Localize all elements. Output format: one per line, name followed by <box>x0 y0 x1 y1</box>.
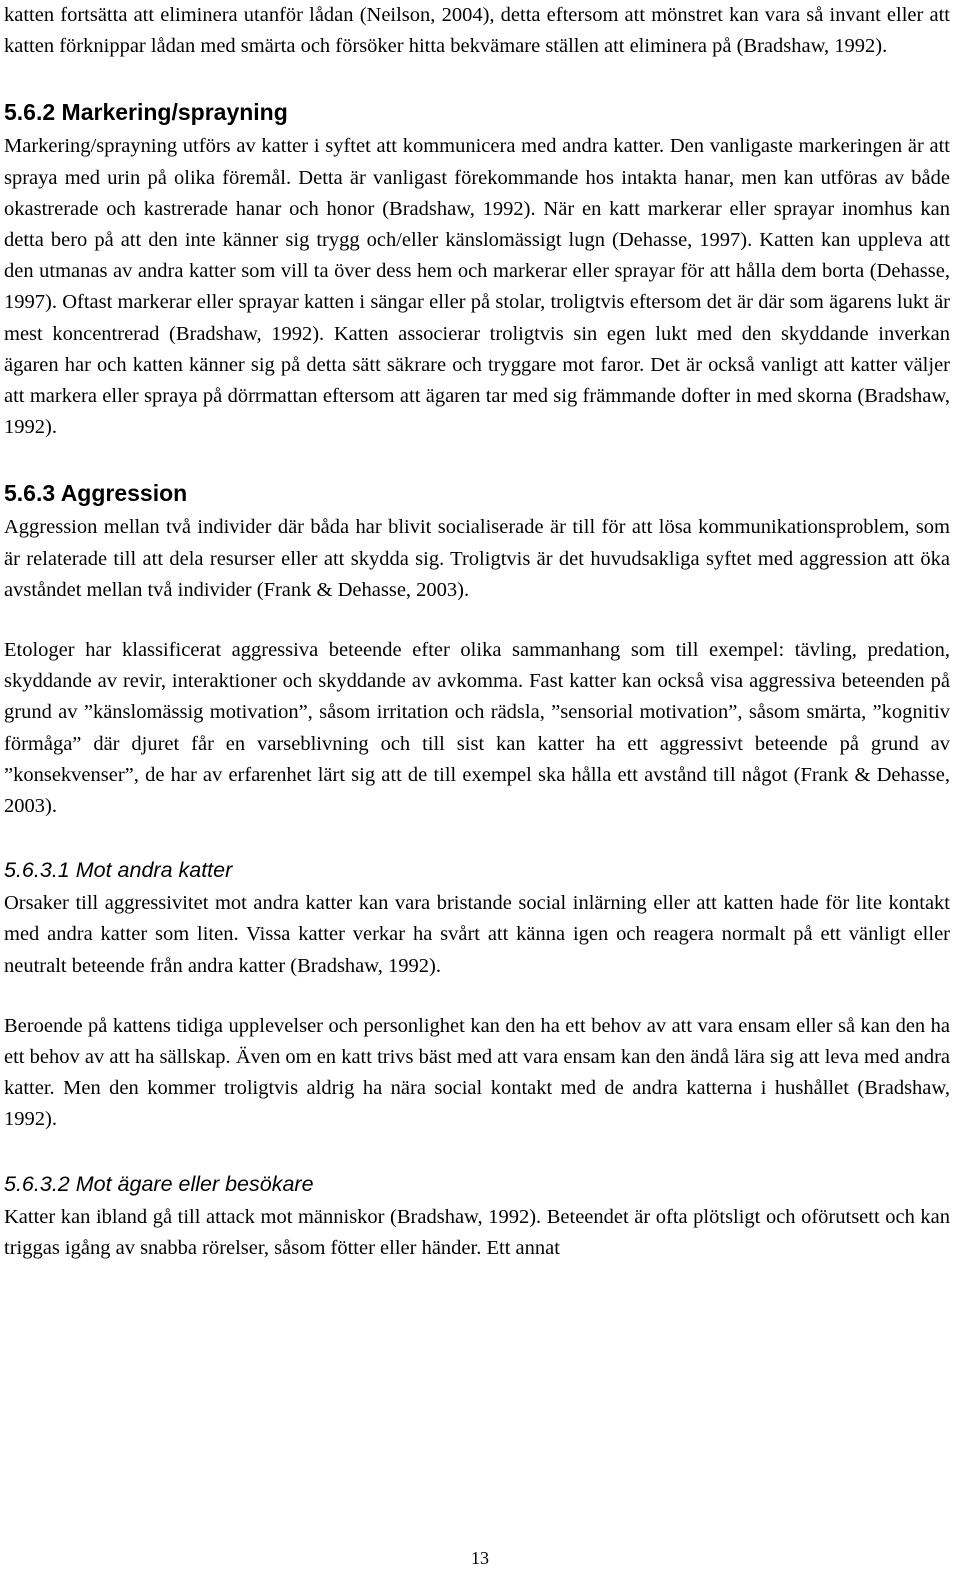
heading-5-6-2: 5.6.2 Markering/sprayning <box>4 99 288 126</box>
heading-5-6-3-2: 5.6.3.2 Mot ägare eller besökare <box>4 1171 314 1196</box>
paragraph-aggression-intro: Aggression mellan två individer där båda har blivit socialiserade är till för att lösa kommunikationsproblem, som är relaterade till att dela resurser eller att skydda sig. Troligtvis är det huvudsakliga syftet med aggression att öka avståndet mellan två individer (Frank & Dehasse, 2003). <box>4 516 950 601</box>
spacer <box>4 822 950 855</box>
paragraph-other-cats-causes: Orsaker till aggressivitet mot andra katter kan vara bristande social inlärning eller att katten hade för lite kontakt med andra katter som liten. Vissa katter verkar ha svårt att känna igen och reagera normalt på ett vänligt eller neutralt beteende från andra katter (Bradshaw, 1992). <box>4 892 950 977</box>
paragraph-other-cats-personality: Beroende på kattens tidiga upplevelser och personlighet kan den ha ett behov av att vara ensam eller så kan den ha ett behov av att ha sällskap. Även om en katt trivs bäst med att vara ensam kan den ändå lära sig att leva med andra katter. Men den kommer troligtvis aldrig ha nära social kontakt med de andra katterna i hushållet (Bradshaw, 1992). <box>4 1014 950 1131</box>
spacer <box>4 606 950 635</box>
paragraph-markering: Markering/sprayning utförs av katter i syftet att kommunicera med andra katter. Den vanligaste markeringen är att spraya med urin på olika föremål. Detta är vanligast förekommande hos intakta hanar, men kan utföras av både okastrerade och kastrerade hanar och honor (Bradshaw, 1992). När en katt markerar eller sprayar inomhus kan detta bero på att den inte känner sig trygg och/eller känslomässigt lugn (Dehasse, 1997). Katten kan uppleva att den utmanas av andra katter som vill ta över dess hem och markerar eller sprayar för att hålla dem borta (Dehasse, 1997). Oftast markerar eller sprayar katten i sängar eller på stolar, troligtvis eftersom det är där som ägarens lukt är mest koncentrerad (Bradshaw, 1992). Katten associerar troligtvis sin egen lukt med den skyddande inverkan ägaren har och katten känner sig på detta sätt säkrare och tryggare mot faror. Det är också vanligt att katter väljer att markera eller spraya på dörrmattan eftersom att ägaren tar med sig främmande dofter in med skorna (Bradshaw, 1992). <box>4 135 950 439</box>
paragraph-continuation: katten fortsätta att eliminera utanför lådan (Neilson, 2004), detta eftersom att mönstret kan vara så invant eller att katten förknippar lådan med smärta och försöker hitta bekvämare ställen att eliminera på (Bradshaw, 1992). <box>4 4 950 58</box>
heading-5-6-3: 5.6.3 Aggression <box>4 480 188 507</box>
spacer <box>4 62 950 95</box>
paragraph-aggression-etology: Etologer har klassificerat aggressiva beteende efter olika sammanhang som till exempel: tävling, predation, skyddande av revir, interaktioner och skyddande av avkomma. Fast katter kan också visa aggressiva beteenden på grund av ”känslomässig motivation”, såsom irritation och rädsla, ”sensorial motivation”, såsom smärta, ”kognitiv förmåga” där djuret får en varseblivning och till sist kan katter ha ett aggressivt beteende på grund av ”konsekvenser”, de har av erfarenhet lärt sig att de till exempel ska hålla ett avstånd till något (Frank & Dehasse, 2003). <box>4 639 950 818</box>
document-page <box>4 0 950 1264</box>
spacer <box>4 443 950 476</box>
spacer <box>4 982 950 1011</box>
spacer <box>4 1136 950 1169</box>
heading-5-6-3-1: 5.6.3.1 Mot andra katter <box>4 858 233 883</box>
paragraph-owners-visitors: Katter kan ibland gå till attack mot människor (Bradshaw, 1992). Beteendet är ofta plötsligt och oförutsett och kan triggas igång av snabba rörelser, såsom fötter eller händer. Ett annat <box>4 1205 950 1259</box>
page-number: 13 <box>471 1548 489 1568</box>
